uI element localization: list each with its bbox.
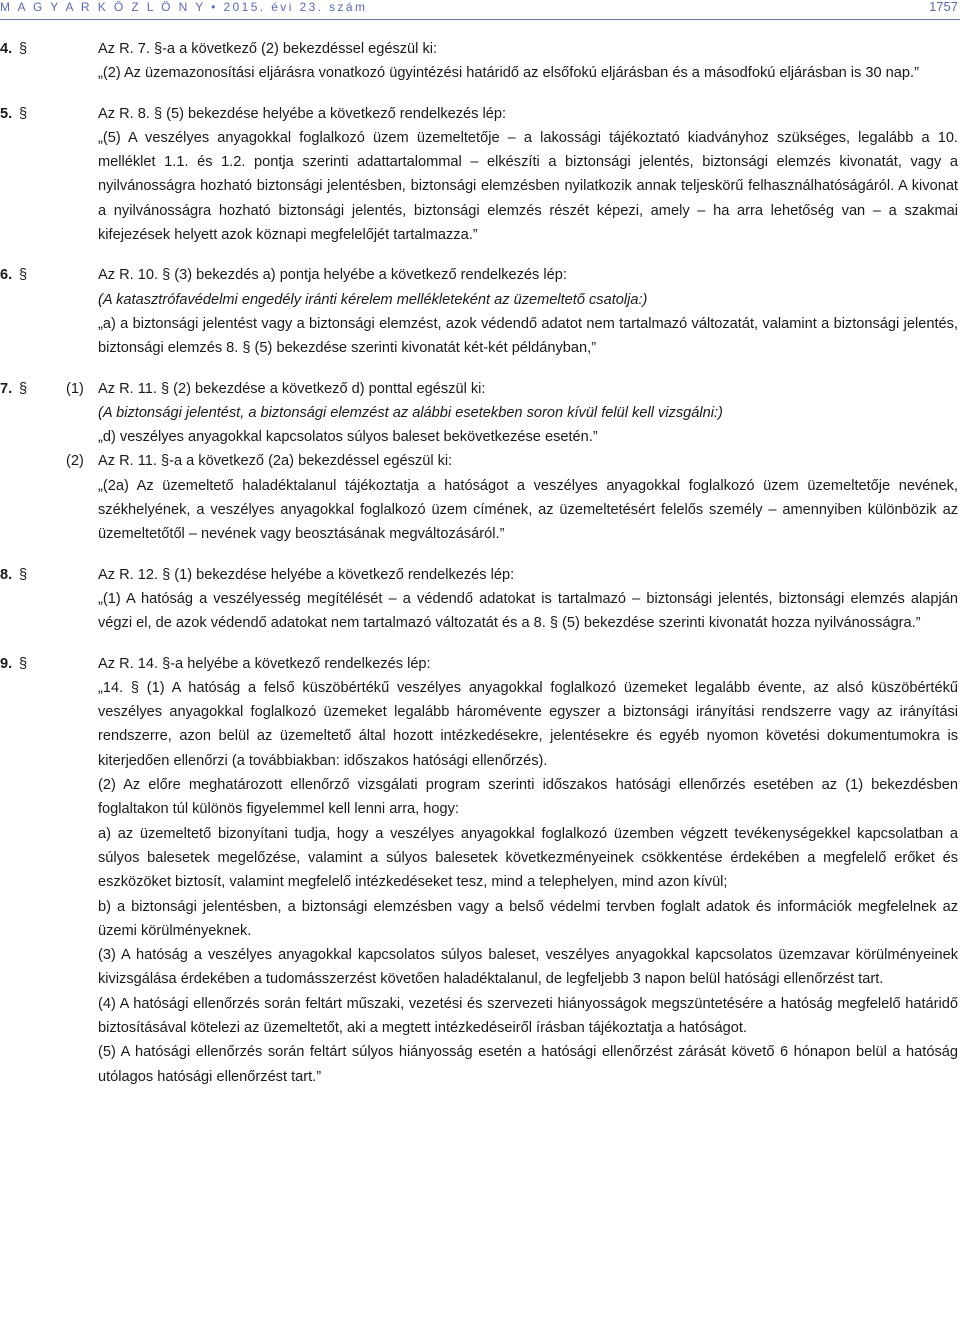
section-intro: Az R. 10. § (3) bekezdés a) pontja helyébe a következő rendelkezés lép: xyxy=(98,267,567,284)
section-sign: § xyxy=(19,655,28,672)
amendment-text: „(5) A veszélyes anyagokkal foglalkozó üzem üzemeltetője – a lakossági tájékoztató kiadványhoz szükséges, legalább a 10. melléklet 1.1. és 1.2. pontja szerinti adattartalommal – elkészíti a biztonsági jelentés, biztonsági elemzés kivonatát, vagy a nyilvánosságra hozható biztonsági jelentésben, biztonsági elemzésben nyilatkozik annak teljeskörű felhasználhatóságáról. A kivonat a nyilvánosságra hozható biztonsági jelentés, biztonsági elemzés részét képezi, amely – ha arra lehetőség van – a szakmai kifejezések helyett azok köznapi megfelelőjét tartalmazza.” xyxy=(98,129,958,244)
section-number: 7. xyxy=(0,380,13,397)
section-sign: § xyxy=(19,380,28,397)
section-sign: § xyxy=(19,267,28,284)
section-intro: Az R. 8. § (5) bekezdése helyébe a következő rendelkezés lép: xyxy=(98,105,507,122)
section-number: 9. xyxy=(0,655,13,672)
publication-title: M A G Y A R K Ö Z L Ö N Y • 2015. évi 23. szám xyxy=(0,0,368,14)
amendment-text: „a) a biztonsági jelentést vagy a biztonsági elemzést, azok védendő adatot nem tartalmazó változatát, valamint a biztonsági jelentés, biztonsági elemzés 8. § (5) bekezdése szerinti kivonatát két-két példányban,” xyxy=(98,315,958,357)
section-intro: Az R. 14. §-a helyébe a következő rendelkezés lép: xyxy=(98,655,431,672)
header-divider xyxy=(0,19,960,20)
section-intro: Az R. 7. §-a a következő (2) bekezdéssel egészül ki: xyxy=(98,41,438,57)
section-sign: § xyxy=(19,566,28,583)
paragraph: b) a biztonsági jelentésben, a biztonsági elemzésben vagy a belső védelmi tervben foglalt adatok és információk megfelelnek az üzemi körülményeknek. xyxy=(98,898,958,939)
section-number: 6. xyxy=(0,267,13,284)
paragraph: „14. § (1) A hatóság a felső küszöbértékű veszélyes anyagokkal foglalkozó üzemeket legalább évente, az alsó küszöbértékű veszélyes anyagokkal foglalkozó üzemeket legalább háromévente egyszer a biztonsági irányítási rendszerre vagy az irányítási rendszerre, azon belül az üzemeltető által hozott intézkedésekre, jelentésekre és egyéb nyomon követési dokumentumokra is kiterjedően ellenőrzi (a továbbiakban: időszakos hatósági ellenőrzés). xyxy=(98,679,958,769)
section-6 xyxy=(0,263,958,360)
section-4 xyxy=(0,37,958,86)
page-header xyxy=(0,0,960,16)
section-7 xyxy=(0,377,958,547)
section-number: 8. xyxy=(0,566,13,583)
section-5 xyxy=(0,102,958,248)
section-intro: Az R. 11. §-a a következő (2a) bekezdéssel egészül ki: xyxy=(98,453,453,470)
paragraph: (3) A hatóság a veszélyes anyagokkal kapcsolatos súlyos baleset, veszélyes anyagokkal kapcsolatos üzemzavar körülményeinek kivizsgálása érdekében a tudomásszerzést követően haladéktalanul, de legfeljebb 3 napon belül hatósági ellenőrzést tart. xyxy=(98,947,958,988)
section-number: 5. xyxy=(0,105,13,122)
subsection-number: (1) xyxy=(66,380,84,397)
amendment-text: „d) veszélyes anyagokkal kapcsolatos súlyos baleset bekövetkezése esetén.” xyxy=(98,429,598,446)
document-body xyxy=(0,37,958,1089)
amendment-text: „(2a) Az üzemeltető haladéktalanul tájékoztatja a hatóságot a veszélyes anyagokkal foglalkozó üzem üzemeltetője nevének, székhelyének, a veszélyes anyagokkal foglalkozó üzem címének, az üzemeltetésért felelős személy – amennyiben különbözik az üzemeltetőtől – nevének vagy beosztásának megváltozásáról.” xyxy=(98,477,958,543)
subsection-number: (2) xyxy=(66,453,84,470)
paragraph: a) az üzemeltető bizonyítani tudja, hogy a veszélyes anyagokkal foglalkozó üzemben végzett tevékenységekkel kapcsolatban a súlyos balesetek megelőzése, valamint a súlyos balesetek következményeinek csökkentése érdekében a megfelelő erőket és eszközöket biztosít, valamint megfelelő intézkedéseket tesz, mind a telephelyen, mind azon kívül; xyxy=(98,825,958,891)
amendment-text: „(2) Az üzemazonosítási eljárásra vonatkozó ügyintézési határidő az elsőfokú eljárásban és a másodfokú eljárásban is 30 nap.” xyxy=(98,65,919,82)
subsection-1 xyxy=(66,377,958,450)
amendment-text: „(1) A hatóság a veszélyesség megítélését – a védendő adatokat is tartalmazó – biztonsági jelentés, biztonsági elemzés alapján végzi el, de azok védendő adatokat nem tartalmazó változatát és a 8. § (5) bekezdése szerinti kivonatát hozza nyilvánosságra.” xyxy=(98,590,958,632)
paragraph: (5) A hatósági ellenőrzés során feltárt súlyos hiányosság esetén a hatósági ellenőrzést zárását követő 6 hónapon belül a hatóság utólagos hatósági ellenőrzést tart.” xyxy=(98,1044,958,1085)
section-sign: § xyxy=(19,105,28,122)
section-number: 4. xyxy=(0,41,13,57)
section-intro: Az R. 12. § (1) bekezdése helyébe a következő rendelkezés lép: xyxy=(98,566,515,583)
paragraph: (2) Az előre meghatározott ellenőrző vizsgálati program szerinti időszakos hatósági ellenőrzés esetében az (1) bekezdésben foglaltakon túl különös figyelemmel kell lenni arra, hogy: xyxy=(98,777,958,818)
section-sign: § xyxy=(19,41,28,57)
section-9 xyxy=(0,652,958,1089)
section-8 xyxy=(0,563,958,636)
subsection-2 xyxy=(66,449,958,546)
paragraph: (4) A hatósági ellenőrzés során feltárt műszaki, vezetési és szervezeti hiányosságok megszüntetésére a hatóság megfelelő határidő biztosításával kötelezi az üzemeltetőt, aki a megtett intézkedéseiről írásban tájékoztatja a hatóságot. xyxy=(98,995,958,1036)
page-number: 1757 xyxy=(929,0,958,14)
section-intro: Az R. 11. § (2) bekezdése a következő d) ponttal egészül ki: xyxy=(98,380,486,397)
context-italic: (A katasztrófavédelmi engedély iránti kérelem mellékleteként az üzemeltető csatolja:) xyxy=(98,291,648,308)
context-italic: (A biztonsági jelentést, a biztonsági elemzést az alábbi esetekben soron kívül felül kell vizsgálni:) xyxy=(98,404,723,421)
